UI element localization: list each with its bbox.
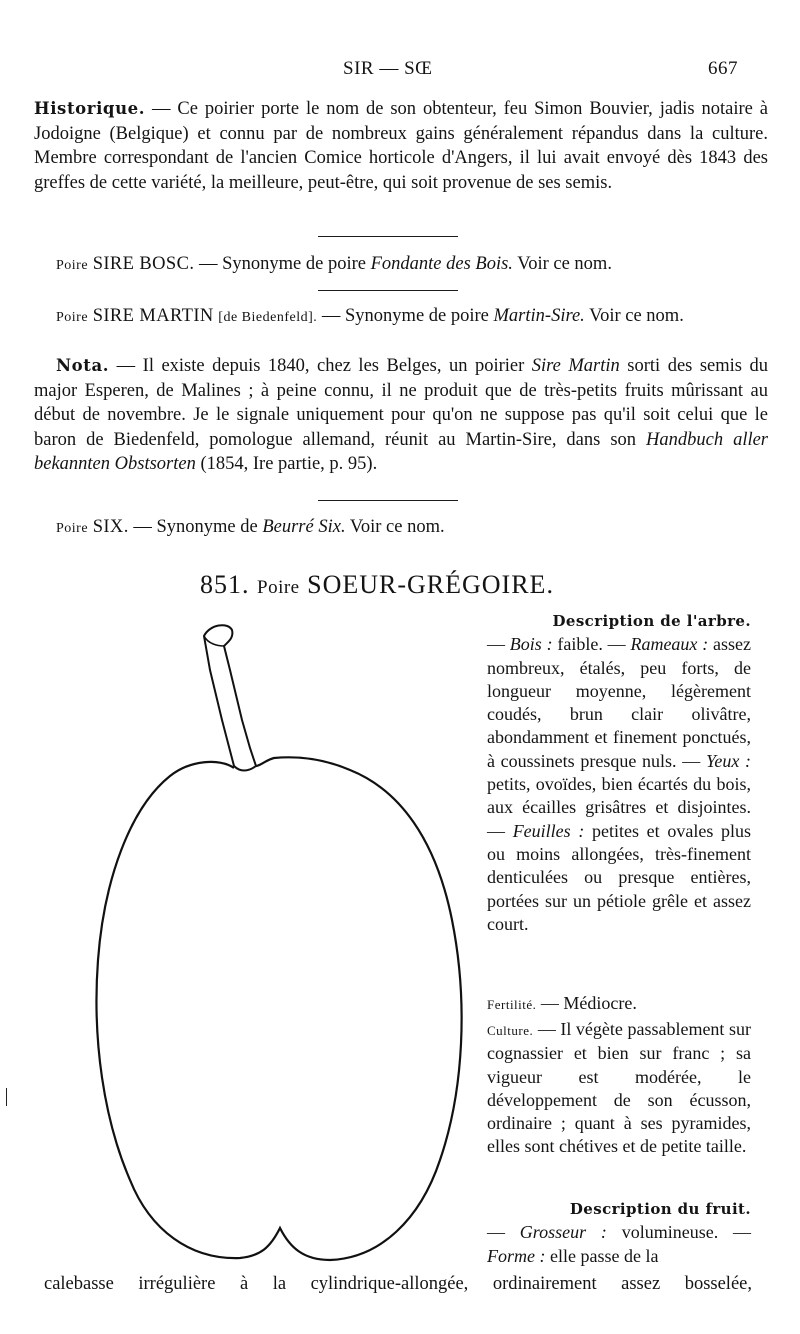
culture-label: Culture. — [487, 1023, 534, 1038]
nota-text-1: — Il existe depuis 1840, chez les Belges, un poirier — [109, 356, 532, 376]
divider-2 — [318, 290, 458, 291]
fertilite-label: Fertilité. — [487, 997, 537, 1012]
fruit-title: Description du fruit. — [569, 1200, 751, 1218]
historique-label: Historique. — [34, 99, 146, 118]
entry-poire-label: Poire — [56, 258, 89, 273]
yeux-text: petits, ovoïdes, bien écartés du bois, aux écailles grisâtres et disjointes. — — [487, 774, 751, 841]
arbre-description: Description de l'arbre. — Bois : faible. — Rameaux : assez nombreux, étalés, peu forts, de longueur moyenne, légèrement coudés, brun clair olivâtre, abondamment et finement ponctués, à coussinets presque nuls. — Yeux : petits, ovoïdes, bien écartés du bois, aux écailles grisâtres et disjointes. — Feuilles : petites et ovales plus ou moins allongées, très-finement denticulées ou presque entières, portées sur un pétiole grêle et assez court. — [487, 612, 752, 934]
pear-stem-tip — [204, 636, 224, 646]
bois-text: faible. — — [552, 634, 631, 655]
fruit-last-line: calebasse irrégulière à la cylindrique-allongée, ordinairement assez bosselée, — [44, 1274, 752, 1294]
fruit-description: Description du fruit. — Grosseur : volumineuse. — Forme : elle passe de la — [487, 1200, 751, 1266]
fertilite-text: — Médiocre. — [536, 993, 637, 1013]
entry-text: — Synonyme de poire — [317, 306, 494, 326]
arbre-title: Description de l'arbre. — [552, 612, 751, 630]
divider-1 — [318, 236, 458, 237]
nota-book-title: Handbuch aller bekannten Obstsorten — [34, 429, 769, 474]
nota-text-2: sorti des semis du major Esperen, de Malines ; à peine connu, il ne produit que de très-petits fruits mûrissant au début de novembre. Je le signale uniquement pour qu'on ne suppose pas qu'il soit celui que le baron de Biedenfeld, pomologue allemand, réunit au Martin-Sire, dans son — [34, 356, 768, 450]
page-number: 667 — [708, 58, 738, 79]
entry-reference: Fondante des Bois. — [370, 254, 513, 274]
pear-stem — [204, 625, 256, 770]
entry-name: SIX. — [92, 517, 129, 537]
variety-name: SOEUR-GRÉGOIRE. — [307, 570, 554, 599]
grosseur-label: Grosseur : — [519, 1222, 607, 1243]
culture-text: — Il végète passablement sur cognassier et bien sur franc ; sa vigueur est modérée, le développement de son écusson, ordinaire ; quant à ses pyramides, elles sont chétives et de petite taille. — [487, 1019, 751, 1157]
bois-label: Bois : — [509, 634, 553, 655]
entry-sire-bosc — [56, 252, 772, 279]
nota-reference: Sire Martin — [531, 356, 620, 376]
entry-sire-martin — [56, 304, 792, 331]
feuilles-text: petites et ovales plus ou moins allongées, très-finement denticulées ou presque entières, portées sur un pétiole grêle et assez court. — [487, 820, 752, 934]
running-title: SIR — SŒ — [343, 58, 433, 79]
rameaux-label: Rameaux : — [630, 634, 709, 655]
nota-paragraph — [34, 354, 768, 477]
fertilite-paragraph — [487, 992, 751, 1016]
historique-paragraph — [34, 97, 768, 195]
margin-mark — [6, 1088, 7, 1106]
culture-paragraph — [487, 1018, 751, 1159]
entry-reference: Martin-Sire. — [493, 306, 585, 326]
entry-text: — Synonyme de — [128, 517, 263, 537]
entry-tail: Voir ce nom. — [512, 254, 612, 274]
entry-reference: Beurré Six. — [262, 517, 346, 537]
forme-label: Forme : — [487, 1245, 546, 1266]
feuilles-label: Feuilles : — [512, 820, 585, 841]
entry-bracket: [de Biedenfeld]. — [218, 310, 318, 325]
historique-text: — Ce poirier porte le nom de son obtenteur, feu Simon Bouvier, jadis notaire à Jodoigne (Belgique) et connu par de nombreux gains généralement répandus dans la culture. Membre correspondant de l'ancien Comice horticole d'Angers, il lui avait envoyé dès 1843 des greffes de cette variété, la meilleure, peut-être, qui soit provenue de ses semis. — [34, 99, 768, 193]
rameaux-text: assez nombreux, étalés, peu forts, de longueur moyenne, légèrement coudés, brun clair olivâtre, abondamment et finement ponctués, à coussinets presque nuls. — — [487, 634, 751, 771]
entry-poire-label: Poire — [56, 521, 89, 536]
variety-number: 851. — [200, 570, 250, 599]
entry-name: SIRE MARTIN — [92, 306, 214, 326]
entry-poire-label: Poire — [56, 310, 89, 325]
divider-3 — [318, 500, 458, 501]
entry-name: SIRE BOSC. — [92, 254, 195, 274]
yeux-label: Yeux : — [705, 750, 751, 771]
nota-text-3: (1854, Ire partie, p. 95). — [195, 454, 378, 474]
entry-six — [56, 515, 772, 542]
entry-tail: Voir ce nom. — [584, 306, 684, 326]
pear-outline — [96, 757, 461, 1260]
entry-tail: Voir ce nom. — [345, 517, 445, 537]
entry-text: — Synonyme de poire — [194, 254, 371, 274]
variety-poire-label: Poire — [257, 577, 300, 598]
variety-heading — [200, 570, 554, 600]
pear-illustration — [90, 620, 480, 1280]
nota-label: Nota. — [56, 356, 110, 375]
grosseur-text: volumineuse. — [606, 1222, 719, 1243]
forme-text: elle passe de la — [545, 1245, 659, 1266]
